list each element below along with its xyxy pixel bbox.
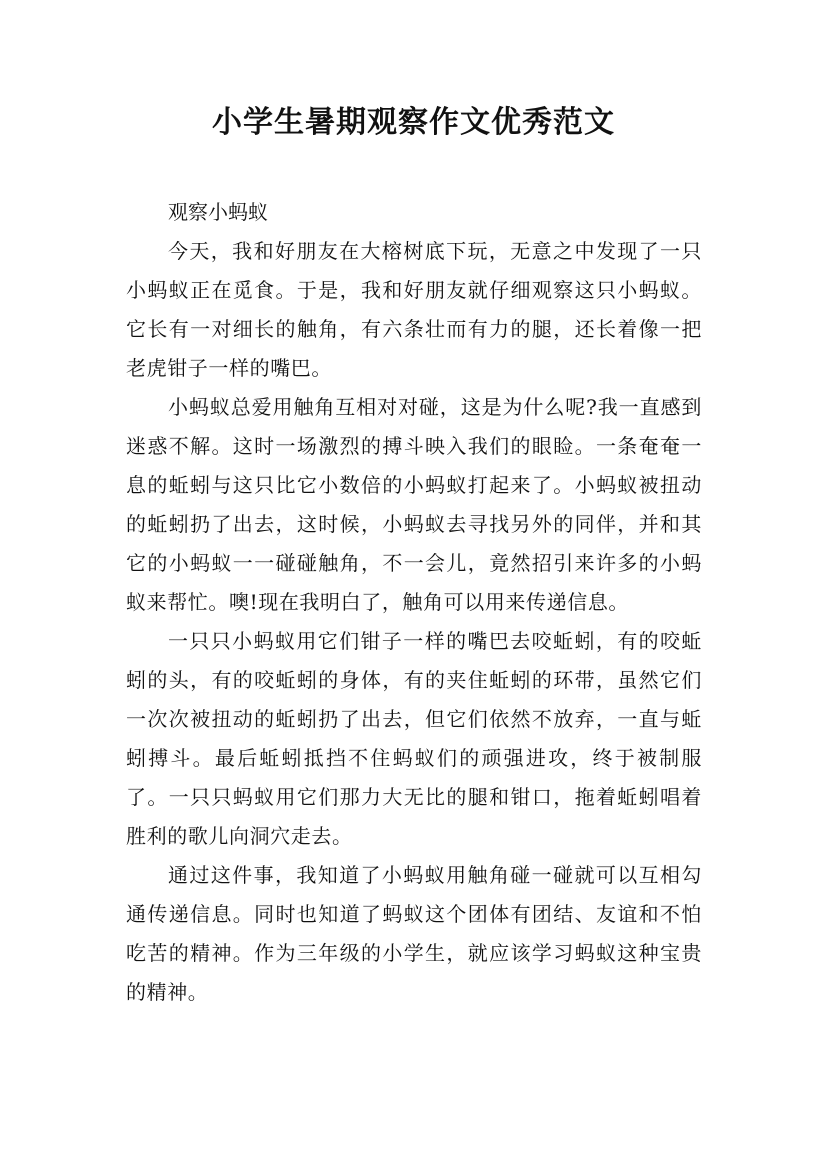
paragraph: 一只只小蚂蚁用它们钳子一样的嘴巴去咬蚯蚓，有的咬蚯蚓的头，有的咬蚯蚓的身体，有的夹住蚯蚓的环带，虽然它们一次次被扭动的蚯蚓扔了出去，但它们依然不放弃，一直与蚯蚓搏斗。最后蚯蚓抵挡不住蚂蚁们的顽强进攻，终于被制服了。一只只蚂蚁用它们那力大无比的腿和钳口，拖着蚯蚓唱着胜利的歌儿向洞穴走去。: [126, 629, 702, 848]
essay-subtitle: 观察小蚂蚁: [168, 200, 268, 224]
paragraph: 小蚂蚁总爱用触角互相对对碰，这是为什么呢?我一直感到迷惑不解。这时一场激烈的搏斗映入我们的眼睑。一条奄奄一息的蚯蚓与这只比它小数倍的小蚂蚁打起来了。小蚂蚁被扭动的蚯蚓扔了出去，这时候，小蚂蚁去寻找另外的同伴，并和其它的小蚂蚁一一碰碰触角，不一会儿，竟然招引来许多的小蚂蚁来帮忙。噢!现在我明白了，触角可以用来传递信息。: [126, 395, 702, 614]
document-body: [126, 193, 702, 1012]
document-title: 小学生暑期观察作文优秀范文: [212, 105, 615, 140]
paragraph: 今天，我和好朋友在大榕树底下玩，无意之中发现了一只小蚂蚁正在觅食。于是，我和好朋友就仔细观察这只小蚂蚁。它长有一对细长的触角，有六条壮而有力的腿，还长着像一把老虎钳子一样的嘴巴。: [126, 239, 702, 380]
paragraph: 通过这件事，我知道了小蚂蚁用触角碰一碰就可以互相勾通传递信息。同时也知道了蚂蚁这个团体有团结、友谊和不怕吃苦的精神。作为三年级的小学生，就应该学习蚂蚁这种宝贵的精神。: [126, 863, 702, 1004]
